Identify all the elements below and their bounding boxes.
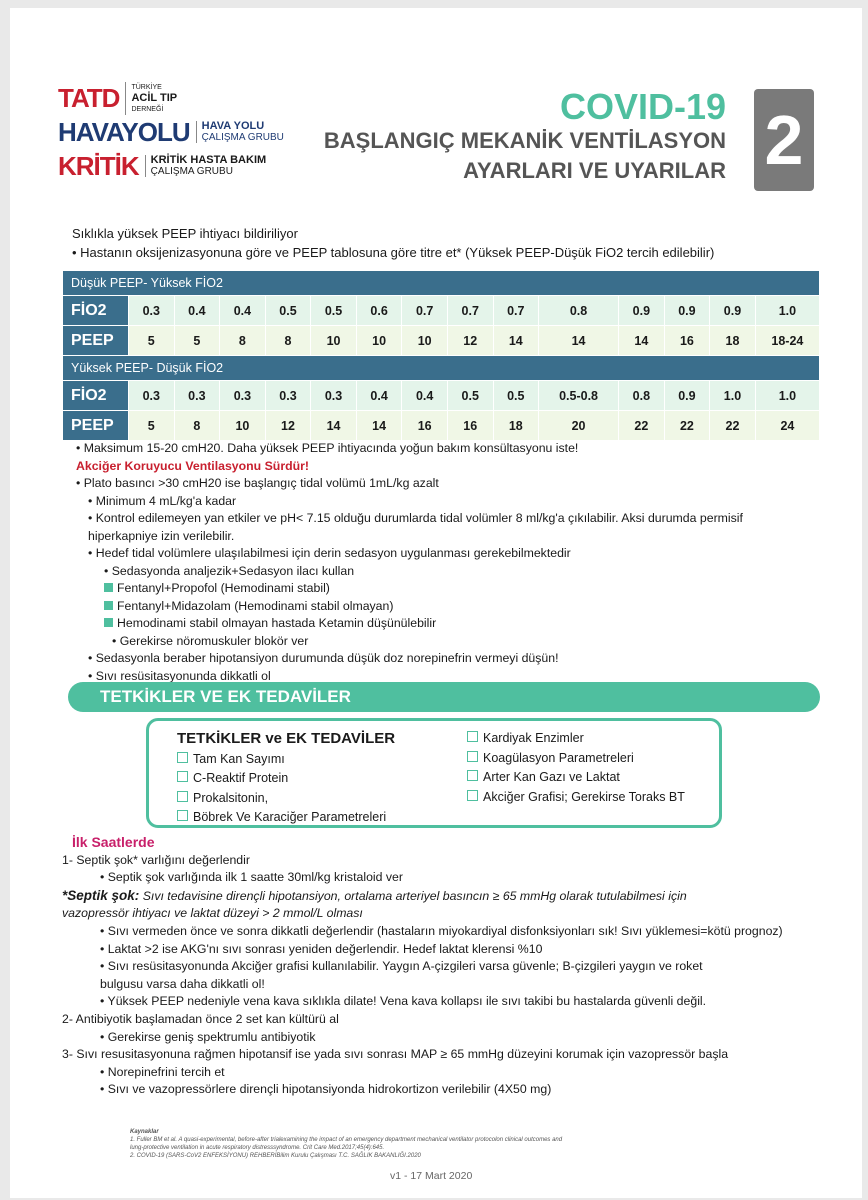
low-fio2-row: FİO2 0.3 0.4 0.4 0.5 0.5 0.6 0.7 0.7 0.7 0.8 0.9 0.9 0.9 1.0 (63, 296, 820, 326)
table-cell: 5 (129, 411, 175, 441)
table-cell: 0.8 (619, 381, 665, 411)
table-cell: 0.7 (493, 296, 539, 326)
test-item: Koagülasyon Parametreleri (467, 749, 685, 769)
table-cell: 0.4 (356, 381, 402, 411)
table-cell: 10 (220, 411, 266, 441)
table-cell: 22 (619, 411, 665, 441)
table-cell: 12 (447, 326, 493, 356)
checkbox-icon (177, 771, 188, 782)
test-item: C-Reaktif Protein (177, 769, 395, 789)
test-item: Böbrek Ve Karaciğer Parametreleri (177, 808, 395, 828)
table-cell: 14 (356, 411, 402, 441)
table-cell: 0.3 (311, 381, 357, 411)
table-cell: 0.7 (402, 296, 448, 326)
table-cell: 0.4 (220, 296, 266, 326)
table-cell: 16 (402, 411, 448, 441)
checkbox-icon (467, 770, 478, 781)
tests-box (146, 718, 722, 828)
table-cell: 16 (447, 411, 493, 441)
table-cell: 0.8 (539, 296, 619, 326)
table-cell: 20 (539, 411, 619, 441)
peep-fio2-table (62, 270, 820, 441)
square-bullet-icon (104, 601, 113, 610)
table-cell: 24 (755, 411, 819, 441)
table-cell: 8 (265, 326, 311, 356)
first-hours-section: İlk Saatlerde 1- Septik şok* varlığını değerlendir • Septik şok varlığında ilk 1 saatte 30ml/kg kristaloid ver *Septik şok: Sıvı tedavisine dirençli hipotansiyon, ortalama arteriyel basıncın ≥ 65 mmHg olarak tutulabilmesi için vazopressör ihtiyacı ve laktat düzeyi > 2 mmol/L olması • Sıvı vermeden önce ve sonra dikkatli değerlendir (hastaların miyokardiyal disfonksiyonları sık! Sıvı yüklemesi=kötü prognoz) • Laktat >2 ise AKG'nı sıvı sonrası yeniden değerlendir. Hedef laktat klerensi %10 • Sıvı resüsitasyonunda Akciğer grafisi kullanılabilir. Yaygın A-çizgileri varsa güvenle; B-çizgileri yaygın ve roket bulgusu varsa daha dikkatli ol! • Yüksek PEEP nedeniyle vena kava sıklıkla dilate! Vena kava kollapsı ile sıvı takibi bu hastalarda güvenli değil. 2- Antibiyotik başlamadan önce 2 set kan kültürü al • Gerekirse geniş spektrumlu antibiyotik 3- Sıvı resusitasyonuna rağmen hipotansif ise yada sıvı sonrası MAP ≥ 65 mmHg düzeyini korumak için vazopressör başla • Norepinefrini tercih et • Sıvı ve vazopressörlere dirençli hipotansiyonda hidrokortizon verilebilir (4X50 mg) (62, 834, 862, 1099)
table-cell: 8 (220, 326, 266, 356)
title-line2: BAŞLANGIÇ MEKANİK VENTİLASYON (323, 128, 726, 153)
table-cell: 1.0 (755, 381, 819, 411)
test-item: Kardiyak Enzimler (467, 729, 685, 749)
table-cell: 10 (311, 326, 357, 356)
table-cell: 0.9 (619, 296, 665, 326)
tatd-logo: TATD TÜRKİYE ACİL TIP DERNEĞİ (58, 83, 178, 113)
checkbox-icon (177, 810, 188, 821)
version-label: v1 - 17 Mart 2020 (390, 1170, 473, 1182)
table-cell: 0.5-0.8 (539, 381, 619, 411)
table-cell: 0.3 (129, 296, 175, 326)
table-cell: 0.5 (493, 381, 539, 411)
table-cell: 10 (402, 326, 448, 356)
table-cell: 0.4 (174, 296, 220, 326)
table-cell: 0.7 (447, 296, 493, 326)
table-cell: 0.3 (174, 381, 220, 411)
table-cell: 0.9 (664, 381, 710, 411)
logo-group (58, 83, 288, 188)
test-item: Prokalsitonin, (177, 789, 395, 809)
title-line3: AYARLARI VE UYARILAR (463, 158, 726, 183)
table-cell: 0.6 (356, 296, 402, 326)
tests-banner: TETKİKLER VE EK TEDAVİLER (68, 682, 820, 712)
table-cell: 0.3 (220, 381, 266, 411)
high-peep-row: PEEP 5 8 10 12 14 14 16 16 18 20 22 22 22 24 (63, 411, 820, 441)
table-cell: 0.3 (129, 381, 175, 411)
table-cell: 10 (356, 326, 402, 356)
table-cell: 0.5 (265, 296, 311, 326)
square-bullet-icon (104, 618, 113, 627)
page-title (324, 88, 726, 186)
table-cell: 5 (129, 326, 175, 356)
table-cell: 22 (664, 411, 710, 441)
table-cell: 0.3 (265, 381, 311, 411)
references: Kaynaklar 1. Fuller BM et al. A quasi-experimental, before-after trialexamining the impact of an emergency department mechanical ventilator protocolon clinical outcomes and lung-protective ventilation in acute respiratory distresssyndrome. Crit Care Med.2017;45(4):645. 2. COVID-19 (SARS-CoV2 ENFEKSİYONU) REHBERİBilim Kurulu Çalışması T.C. SAĞLIK BAKANLIĞI.2020 (130, 1129, 563, 1159)
test-item: Akciğer Grafisi; Gerekirse Toraks BT (467, 788, 685, 808)
square-bullet-icon (104, 583, 113, 592)
checkbox-icon (467, 790, 478, 801)
table-cell: 14 (311, 411, 357, 441)
table-cell: 8 (174, 411, 220, 441)
table-cell: 0.5 (311, 296, 357, 326)
high-fio2-row: FİO2 0.3 0.3 0.3 0.3 0.3 0.4 0.4 0.5 0.5 0.5-0.8 0.8 0.9 1.0 1.0 (63, 381, 820, 411)
table-cell: 18 (493, 411, 539, 441)
table-cell: 0.9 (710, 296, 756, 326)
checkbox-icon (467, 731, 478, 742)
table-cell: 18-24 (755, 326, 819, 356)
table-cell: 16 (664, 326, 710, 356)
table-cell: 14 (493, 326, 539, 356)
title-covid: COVID-19 (559, 86, 726, 127)
table-cell: 0.9 (664, 296, 710, 326)
table-cell: 18 (710, 326, 756, 356)
lung-protective-warning: Akciğer Koruyucu Ventilasyonu Sürdür! (76, 458, 310, 473)
checkbox-icon (467, 751, 478, 762)
table-cell: 1.0 (755, 296, 819, 326)
test-item: Arter Kan Gazı ve Laktat (467, 768, 685, 788)
checkbox-icon (177, 752, 188, 763)
checkbox-icon (177, 791, 188, 802)
kritik-logo: KRİTİK KRİTİK HASTA BAKIM ÇALIŞMA GRUBU (58, 151, 267, 181)
table-cell: 22 (710, 411, 756, 441)
low-peep-header: Düşük PEEP- Yüksek FİO2 (63, 271, 820, 296)
first-hours-heading: İlk Saatlerde (72, 834, 155, 850)
tests-box-title: TETKİKLER ve EK TEDAVİLER (177, 730, 396, 747)
test-item: Tam Kan Sayımı (177, 750, 395, 770)
havayolu-logo: HAVAYOLU HAVA YOLU ÇALIŞMA GRUBU (58, 117, 284, 147)
document-page (10, 8, 862, 1198)
section-number-badge: 2 (754, 89, 814, 191)
table-cell: 1.0 (710, 381, 756, 411)
table-cell: 0.5 (447, 381, 493, 411)
intro-text: Sıklıkla yüksek PEEP ihtiyacı bildiriliyor • Hastanın oksijenizasyonuna göre ve PEEP tablosuna göre titre et* (Yüksek PEEP-Düşük FiO2 tercih edilebilir) (72, 226, 715, 260)
table-cell: 14 (539, 326, 619, 356)
high-peep-header: Yüksek PEEP- Düşük FİO2 (63, 356, 820, 381)
table-cell: 0.4 (402, 381, 448, 411)
table-cell: 12 (265, 411, 311, 441)
low-peep-row: PEEP 5 5 8 8 10 10 10 12 14 14 14 16 18 18-24 (63, 326, 820, 356)
table-cell: 14 (619, 326, 665, 356)
table-cell: 5 (174, 326, 220, 356)
ventilation-notes: • Maksimum 15-20 cmH20. Daha yüksek PEEP ihtiyacında yoğun bakım konsültasyonu iste! Akciğer Koruyucu Ventilasyonu Sürdür! • Plato basıncı >30 cmH20 ise başlangıç tidal volümü 1mL/kg azalt • Minimum 4 mL/kg'a kadar • Kontrol edilemeyen yan etkiler ve pH< 7.15 olduğu durumlarda tidal volümler 8 ml/kg'a çıkılabilir. Aksi durumda permisif hiperkapniye izin verilebilir. • Hedef tidal volümlere ulaşılabilmesi için derin sedasyon uygulanması gerekebilmektedir • Sedasyonda analjezik+Sedasyon ilacı kullan Fentanyl+Propofol (Hemodinami stabil) Fentanyl+Midazolam (Hemodinami stabil olmayan) Hemodinami stabil olmayan hastada Ketamin düşünülebilir • Gerekirse nöromuskuler blokör ver • Sedasyonla beraber hipotansiyon durumunda düşük doz norepinefrin vermeyi düşün! • Sıvı resüsitasyonunda dikkatli ol (66, 440, 856, 685)
